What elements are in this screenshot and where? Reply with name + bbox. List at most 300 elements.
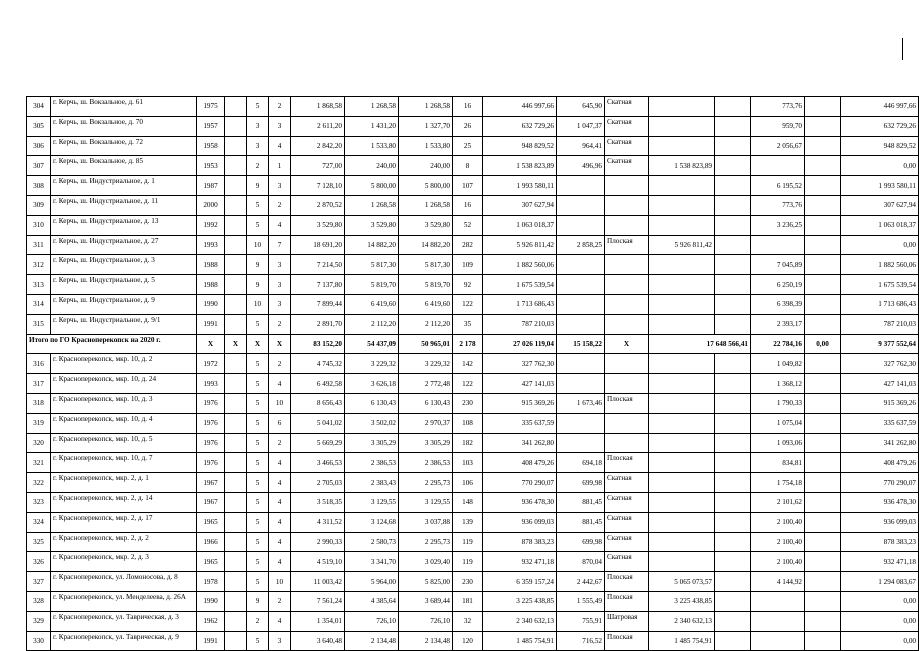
cell-n: 318 [27, 393, 51, 413]
cell-c16 [805, 97, 841, 117]
cell-year: 1988 [197, 275, 225, 295]
cell-ent: 4 [269, 453, 291, 473]
cell-residents: 92 [453, 275, 483, 295]
cell-area-total: 5 041,02 [291, 413, 345, 433]
table-row [27, 532, 919, 552]
cell-year: 1987 [197, 176, 225, 196]
cell-c14 [715, 156, 751, 176]
cell-year: 1965 [197, 552, 225, 572]
cell-c14 [715, 314, 751, 334]
cell-c16 [805, 393, 841, 413]
cell-year: 1976 [197, 393, 225, 413]
cell-n: 312 [27, 255, 51, 275]
cell-sum: 915 369,26 [841, 393, 919, 413]
cell-c16 [805, 195, 841, 215]
cell-facade: 2 100,40 [751, 552, 805, 572]
cell-roof-type [605, 215, 649, 235]
cell-ent: 10 [269, 393, 291, 413]
total-x4: X [269, 334, 291, 354]
cell-facade: 773,76 [751, 97, 805, 117]
cell-year: 1978 [197, 572, 225, 592]
cell-facade: 1 754,18 [751, 473, 805, 493]
cell-cost: 2 340 632,13 [483, 611, 557, 631]
cell-roof-area: 496,96 [557, 156, 605, 176]
cell-facade: 2 100,40 [751, 512, 805, 532]
cell-c3 [225, 195, 247, 215]
cell-sum: 335 637,59 [841, 413, 919, 433]
cell-sum: 878 383,23 [841, 532, 919, 552]
cell-sum: 787 210,03 [841, 314, 919, 334]
cell-residents: 107 [453, 176, 483, 196]
cell-c16 [805, 611, 841, 631]
cell-addr: г. Красноперекопск, ул. Таврическая, д. 3 [51, 611, 197, 631]
cell-addr: г. Керчь, ш. Индустриальное, д. 1 [51, 176, 197, 196]
cell-roof-area: 881,45 [557, 512, 605, 532]
cell-floors: 10 [247, 235, 269, 255]
cell-roof-area: 881,45 [557, 492, 605, 512]
cell-area-liv: 726,10 [399, 611, 453, 631]
cell-roof-cost [649, 215, 715, 235]
cell-n: 305 [27, 116, 51, 136]
cell-ent: 2 [269, 591, 291, 611]
cell-c3 [225, 532, 247, 552]
total-c16: 0,00 [805, 334, 841, 354]
cell-area-liv: 1 268,58 [399, 195, 453, 215]
cell-area-res: 1 268,58 [345, 195, 399, 215]
cell-n: 309 [27, 195, 51, 215]
cell-ent: 4 [269, 374, 291, 394]
cell-cost: 1 063 018,37 [483, 215, 557, 235]
cell-roof-cost [649, 552, 715, 572]
cell-floors: 5 [247, 195, 269, 215]
cell-facade: 6 195,52 [751, 176, 805, 196]
cell-area-total: 2 870,52 [291, 195, 345, 215]
cell-c3 [225, 374, 247, 394]
cell-roof-area [557, 255, 605, 275]
cell-c3 [225, 433, 247, 453]
cell-facade: 3 236,25 [751, 215, 805, 235]
cell-roof-type [605, 413, 649, 433]
cell-n: 326 [27, 552, 51, 572]
cell-c14 [715, 413, 751, 433]
cell-c3 [225, 116, 247, 136]
cell-floors: 5 [247, 512, 269, 532]
cell-roof-area: 1 047,37 [557, 116, 605, 136]
cell-floors: 5 [247, 374, 269, 394]
cell-c16 [805, 552, 841, 572]
cell-facade [751, 611, 805, 631]
cell-residents: 16 [453, 97, 483, 117]
total-roof-type: X [605, 334, 649, 354]
cell-residents: 32 [453, 611, 483, 631]
table-row [27, 374, 919, 394]
cell-residents: 35 [453, 314, 483, 334]
cell-c14 [715, 354, 751, 374]
cell-ent: 4 [269, 512, 291, 532]
cell-roof-type [605, 255, 649, 275]
cell-area-total: 5 669,29 [291, 433, 345, 453]
cell-residents: 120 [453, 631, 483, 651]
cell-sum: 1 063 018,37 [841, 215, 919, 235]
cell-roof-type: Плоская [605, 453, 649, 473]
cell-c16 [805, 591, 841, 611]
cell-n: 323 [27, 492, 51, 512]
cell-floors: 5 [247, 492, 269, 512]
cell-c16 [805, 572, 841, 592]
cell-roof-cost [649, 97, 715, 117]
cell-c3 [225, 354, 247, 374]
cell-area-res: 2 134,48 [345, 631, 399, 651]
cell-area-total: 3 466,53 [291, 453, 345, 473]
table-row [27, 453, 919, 473]
cell-year: 1976 [197, 453, 225, 473]
cell-facade: 2 393,17 [751, 314, 805, 334]
cell-c16 [805, 235, 841, 255]
cell-area-total: 4 519,10 [291, 552, 345, 572]
cell-area-total: 2 611,20 [291, 116, 345, 136]
cell-facade [751, 235, 805, 255]
cell-ent: 3 [269, 116, 291, 136]
cell-floors: 5 [247, 631, 269, 651]
cell-roof-area [557, 215, 605, 235]
cell-year: 1967 [197, 492, 225, 512]
cell-year: 1967 [197, 473, 225, 493]
cell-area-res: 1 533,80 [345, 136, 399, 156]
cell-cost: 770 290,07 [483, 473, 557, 493]
cell-roof-area: 870,04 [557, 552, 605, 572]
cell-area-total: 7 128,10 [291, 176, 345, 196]
cell-roof-type: Скатная [605, 156, 649, 176]
cell-c16 [805, 532, 841, 552]
cell-c14 [715, 235, 751, 255]
cell-roof-cost [649, 374, 715, 394]
cell-addr: г. Красноперекопск, мкр. 2, д. 1 [51, 473, 197, 493]
cell-addr: г. Керчь, ш. Индустриальное, д. 9/1 [51, 314, 197, 334]
cell-roof-cost [649, 294, 715, 314]
cell-cost: 936 099,03 [483, 512, 557, 532]
cell-area-res: 14 882,20 [345, 235, 399, 255]
cell-area-liv: 2 295,73 [399, 532, 453, 552]
cell-sum: 0,00 [841, 235, 919, 255]
cell-ent: 4 [269, 473, 291, 493]
cell-cost: 427 141,03 [483, 374, 557, 394]
cell-roof-type: Скатная [605, 512, 649, 532]
cell-c3 [225, 235, 247, 255]
cell-floors: 2 [247, 611, 269, 631]
cell-floors: 5 [247, 473, 269, 493]
cell-c14 [715, 433, 751, 453]
cell-facade [751, 156, 805, 176]
table-row [27, 393, 919, 413]
cell-addr: г. Керчь, ш. Вокзальное, д. 70 [51, 116, 197, 136]
cell-residents: 181 [453, 591, 483, 611]
cell-year: 1976 [197, 433, 225, 453]
cell-floors: 9 [247, 176, 269, 196]
cell-c16 [805, 374, 841, 394]
cell-n: 330 [27, 631, 51, 651]
cell-area-res: 240,00 [345, 156, 399, 176]
cell-c16 [805, 255, 841, 275]
cell-area-res: 726,10 [345, 611, 399, 631]
cell-sum: 936 099,03 [841, 512, 919, 532]
cell-area-res: 4 385,64 [345, 591, 399, 611]
cell-cost: 3 225 438,85 [483, 591, 557, 611]
cell-area-res: 3 124,68 [345, 512, 399, 532]
cell-cost: 915 369,26 [483, 393, 557, 413]
cell-residents: 142 [453, 354, 483, 374]
cell-c3 [225, 275, 247, 295]
cell-area-total: 2 990,33 [291, 532, 345, 552]
cell-n: 311 [27, 235, 51, 255]
cell-area-liv: 5 825,00 [399, 572, 453, 592]
cell-addr: г. Красноперекопск, мкр. 10, д. 4 [51, 413, 197, 433]
table-row [27, 176, 919, 196]
cell-year: 1993 [197, 374, 225, 394]
cell-roof-area [557, 294, 605, 314]
cell-c14 [715, 374, 751, 394]
cell-area-total: 11 003,42 [291, 572, 345, 592]
cell-facade: 1 790,33 [751, 393, 805, 413]
cell-residents: 8 [453, 156, 483, 176]
cell-area-liv: 2 134,48 [399, 631, 453, 651]
cell-roof-cost: 5 926 811,42 [649, 235, 715, 255]
cell-year: 1990 [197, 591, 225, 611]
cell-residents: 148 [453, 492, 483, 512]
cell-roof-area: 699,98 [557, 473, 605, 493]
cell-ent: 4 [269, 492, 291, 512]
cell-area-res: 3 305,29 [345, 433, 399, 453]
table-row [27, 433, 919, 453]
cell-cost: 327 762,30 [483, 354, 557, 374]
cell-area-total: 4 745,32 [291, 354, 345, 374]
cell-residents: 52 [453, 215, 483, 235]
cell-ent: 3 [269, 631, 291, 651]
cell-c3 [225, 156, 247, 176]
cell-facade: 6 398,39 [751, 294, 805, 314]
cell-c16 [805, 116, 841, 136]
cell-c14 [715, 136, 751, 156]
cell-c16 [805, 294, 841, 314]
cell-floors: 3 [247, 136, 269, 156]
cell-facade [751, 591, 805, 611]
total-cost: 27 026 119,04 [483, 334, 557, 354]
cell-c3 [225, 255, 247, 275]
cell-area-total: 2 705,03 [291, 473, 345, 493]
cell-c3 [225, 314, 247, 334]
cell-residents: 230 [453, 393, 483, 413]
cell-floors: 2 [247, 156, 269, 176]
cell-area-total: 3 640,48 [291, 631, 345, 651]
cell-sum: 408 479,26 [841, 453, 919, 473]
cell-year: 1962 [197, 611, 225, 631]
cell-roof-cost: 3 225 438,85 [649, 591, 715, 611]
cell-sum: 1 882 560,06 [841, 255, 919, 275]
cell-addr: г. Керчь, ш. Индустриальное, д. 5 [51, 275, 197, 295]
cell-area-res: 2 112,20 [345, 314, 399, 334]
table-row [27, 255, 919, 275]
cell-year: 1957 [197, 116, 225, 136]
cell-cost: 878 383,23 [483, 532, 557, 552]
cell-facade: 959,70 [751, 116, 805, 136]
cell-c14 [715, 631, 751, 651]
cell-area-total: 6 492,58 [291, 374, 345, 394]
cell-roof-area [557, 413, 605, 433]
cell-residents: 139 [453, 512, 483, 532]
cell-n: 306 [27, 136, 51, 156]
cell-cost: 1 713 686,43 [483, 294, 557, 314]
table-row [27, 552, 919, 572]
cell-area-liv: 6 419,60 [399, 294, 453, 314]
cell-roof-cost [649, 176, 715, 196]
cell-c3 [225, 611, 247, 631]
cell-ent: 4 [269, 611, 291, 631]
cell-roof-area [557, 176, 605, 196]
cell-area-total: 7 561,24 [291, 591, 345, 611]
cell-cost: 1 993 580,11 [483, 176, 557, 196]
cell-roof-type: Шатровая [605, 611, 649, 631]
cell-floors: 5 [247, 532, 269, 552]
cell-year: 1993 [197, 235, 225, 255]
cell-area-liv: 5 817,30 [399, 255, 453, 275]
cell-roof-area [557, 275, 605, 295]
cell-facade: 1 368,12 [751, 374, 805, 394]
cell-roof-area: 694,18 [557, 453, 605, 473]
cell-area-res: 5 819,70 [345, 275, 399, 295]
cell-roof-area: 964,41 [557, 136, 605, 156]
page-edge-mark [902, 38, 903, 60]
cell-facade: 1 093,06 [751, 433, 805, 453]
cell-addr: г. Красноперекопск, мкр. 2, д. 14 [51, 492, 197, 512]
cell-area-res: 2 386,53 [345, 453, 399, 473]
cell-area-liv: 1 327,70 [399, 116, 453, 136]
cell-residents: 103 [453, 453, 483, 473]
cell-floors: 9 [247, 591, 269, 611]
cell-roof-area [557, 374, 605, 394]
cell-floors: 5 [247, 552, 269, 572]
cell-ent: 4 [269, 136, 291, 156]
cell-year: 1976 [197, 413, 225, 433]
cell-area-liv: 3 037,88 [399, 512, 453, 532]
cell-facade: 1 049,82 [751, 354, 805, 374]
cell-c16 [805, 136, 841, 156]
cell-c14 [715, 393, 751, 413]
cell-area-total: 8 656,43 [291, 393, 345, 413]
cell-roof-type [605, 354, 649, 374]
cell-area-total: 7 214,50 [291, 255, 345, 275]
cell-c3 [225, 591, 247, 611]
cell-ent: 6 [269, 413, 291, 433]
cell-c3 [225, 294, 247, 314]
cell-c16 [805, 453, 841, 473]
cell-roof-type [605, 433, 649, 453]
cell-ent: 10 [269, 572, 291, 592]
cell-sum: 1 713 686,43 [841, 294, 919, 314]
cell-floors: 5 [247, 413, 269, 433]
cell-area-liv: 1 533,80 [399, 136, 453, 156]
cell-area-res: 6 419,60 [345, 294, 399, 314]
cell-n: 321 [27, 453, 51, 473]
total-residents: 2 178 [453, 334, 483, 354]
cell-sum: 427 141,03 [841, 374, 919, 394]
cell-ent: 2 [269, 354, 291, 374]
table-row [27, 275, 919, 295]
cell-n: 315 [27, 314, 51, 334]
cell-roof-area: 2 442,67 [557, 572, 605, 592]
cell-cost: 1 675 539,54 [483, 275, 557, 295]
cell-floors: 5 [247, 314, 269, 334]
total-roof-area: 15 158,22 [557, 334, 605, 354]
cell-c3 [225, 552, 247, 572]
table-row [27, 413, 919, 433]
cell-cost: 6 359 157,24 [483, 572, 557, 592]
cell-n: 317 [27, 374, 51, 394]
cell-c14 [715, 275, 751, 295]
cell-n: 325 [27, 532, 51, 552]
cell-n: 310 [27, 215, 51, 235]
cell-sum: 341 262,80 [841, 433, 919, 453]
cell-area-liv: 2 772,48 [399, 374, 453, 394]
cell-area-res: 5 964,00 [345, 572, 399, 592]
cell-area-liv: 3 229,32 [399, 354, 453, 374]
cell-area-liv: 3 689,44 [399, 591, 453, 611]
cell-ent: 4 [269, 215, 291, 235]
cell-roof-type: Скатная [605, 136, 649, 156]
cell-area-res: 3 626,18 [345, 374, 399, 394]
cell-area-total: 1 354,01 [291, 611, 345, 631]
cell-area-total: 7 137,80 [291, 275, 345, 295]
cell-c3 [225, 393, 247, 413]
cell-c14 [715, 532, 751, 552]
cell-addr: г. Красноперекопск, мкр. 10, д. 7 [51, 453, 197, 473]
cell-area-total: 2 891,70 [291, 314, 345, 334]
cell-c3 [225, 215, 247, 235]
cell-cost: 932 471,18 [483, 552, 557, 572]
cell-sum: 1 675 539,54 [841, 275, 919, 295]
cell-roof-cost [649, 136, 715, 156]
total-label: Итого по ГО Красноперекопск на 2020 г. [27, 334, 197, 354]
cell-year: 1972 [197, 354, 225, 374]
cell-year: 1991 [197, 631, 225, 651]
table-row [27, 314, 919, 334]
cell-floors: 3 [247, 116, 269, 136]
cell-addr: г. Керчь, ш. Индустриальное, д. 11 [51, 195, 197, 215]
total-x3: X [247, 334, 269, 354]
cell-area-res: 3 529,80 [345, 215, 399, 235]
cell-year: 1966 [197, 532, 225, 552]
cell-area-res: 5 817,30 [345, 255, 399, 275]
cell-roof-cost [649, 492, 715, 512]
cell-roof-cost [649, 354, 715, 374]
cell-addr: г. Керчь, ш. Индустриальное, д. 13 [51, 215, 197, 235]
table-row [27, 611, 919, 631]
cell-ent: 3 [269, 255, 291, 275]
cell-c14 [715, 215, 751, 235]
cell-area-res: 3 502,02 [345, 413, 399, 433]
cell-cost: 341 262,80 [483, 433, 557, 453]
cell-residents: 122 [453, 374, 483, 394]
cell-area-res: 5 800,00 [345, 176, 399, 196]
cell-cost: 632 729,26 [483, 116, 557, 136]
cell-residents: 230 [453, 572, 483, 592]
cell-roof-area [557, 195, 605, 215]
cell-ent: 2 [269, 433, 291, 453]
cell-c14 [715, 294, 751, 314]
cell-c14 [715, 116, 751, 136]
cell-floors: 5 [247, 393, 269, 413]
cell-ent: 2 [269, 97, 291, 117]
cell-area-total: 2 842,20 [291, 136, 345, 156]
cell-floors: 5 [247, 433, 269, 453]
